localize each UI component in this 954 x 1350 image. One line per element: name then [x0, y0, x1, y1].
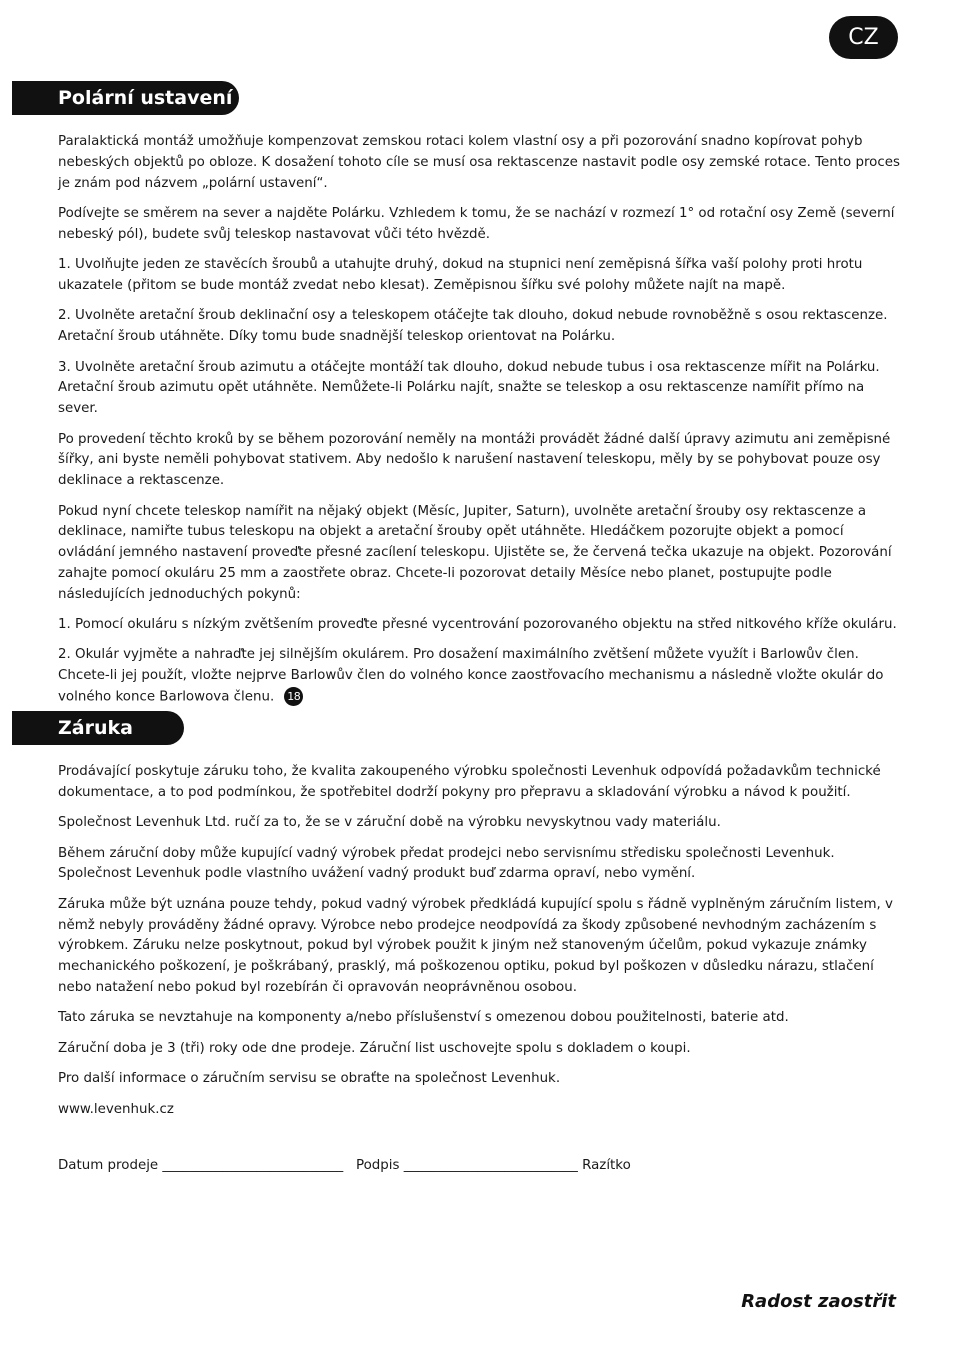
section-title-warranty: Záruka — [12, 711, 184, 745]
paragraph: Paralaktická montáž umožňuje kompenzovat zemskou rotaci kolem vlastní osy a při pozorování snadno kopírovat pohyb nebeských objektů po obloze. K dosažení tohoto cíle se musí osa rektascenze nastavit podle osy zemské rotace. Tento proces je znám pod názvem „polární ustavení“. — [58, 134, 900, 191]
paragraph: Záruka může být uznána pouze tehdy, pokud vadný výrobek předkládá kupující spolu s řádně vyplněným záručním listem, v němž nebyly prováděny žádné opravy. Výrobce nebo prodejce neodpovídá za škody způsobené nevhodným zacházením s výrobkem. Záruku nelze poskytnout, pokud byl výrobek použit k jiným než stanoveným účelům, pokud vykazuje známky mechanického poškození, je poškrábaný, prasklý, má poškozenou optiku, pokud byl poškozen v důsledku nárazu, stlačení nebo natažení nebo pokud byl rozebírán či opravován neoprávněnou osobou. — [58, 896, 893, 995]
warranty-text — [58, 762, 900, 1130]
signature-blank: __________________________ — [403, 1158, 578, 1173]
paragraph: Během záruční doby může kupující vadný výrobek předat prodejci nebo servisnímu středisku společnosti Levenhuk. Společnost Levenhuk podle vlastního uvážení vadný produkt buď zdarma opraví, nebo vymění. — [58, 845, 835, 882]
section-title-polar-alignment: Polární ustavení — [12, 81, 239, 115]
paragraph: Pokud nyní chcete teleskop namířit na nějaký objekt (Měsíc, Jupiter, Saturn), uvolněte aretační šrouby osy rektascenze a deklinace, namiřte tubus teleskopu na objekt a aretační šrouby opět utáhněte. Hledáčkem pozorujte objekt a pomocí ovládání jemného nastavení proveďte přesné zacílení teleskopu. Ujistěte se, že červená tečka ukazuje na objekt. Pozorování zahajte pomocí okuláru 25 mm a zaostřete obraz. Chcete-li pozorovat detaily Měsíce nebo planet, postupujte podle následujících jednoduchých pokynů: — [58, 503, 892, 602]
sale-date-blank: ___________________________ — [162, 1158, 344, 1173]
stamp-label: Razítko — [582, 1158, 631, 1173]
paragraph: 1. Uvolňujte jeden ze stavěcích šroubů a utahujte druhý, dokud na stupnici není zeměpisná šířka vaší polohy proti hrotu ukazatele (přitom se bude montáž zvedat nebo klesat). Zeměpisnou šířku své polohy můžete najít na mapě. — [58, 257, 863, 293]
paragraph: Prodávající poskytuje záruku toho, že kvalita zakoupeného výrobku společnosti Levenhuk odpovídá požadavkům technické dokumentace, a to pod podmínkou, že spotřebitel dodrží pokyny pro přepravu a skladování výrobku a návod k použití. — [58, 764, 881, 800]
website-link[interactable]: www.levenhuk.cz — [58, 1101, 174, 1117]
paragraph: Tato záruka se nevztahuje na komponenty a/nebo příslušenství s omezenou dobou použitelnosti, baterie atd. — [58, 1010, 789, 1026]
figure-reference-badge: 18 — [284, 687, 303, 706]
paragraph: 2. Uvolněte aretační šroub deklinační osy a teleskopem otáčejte tak dlouho, dokud nebude rovnoběžně s osou rektascenze. Aretační šroub utáhněte. Díky tomu bude snadnější teleskop orientovat na Polárku. — [58, 308, 888, 345]
sale-date-label: Datum prodeje — [58, 1158, 159, 1173]
paragraph: Pro další informace o záručním servisu se obraťte na společnost Levenhuk. — [58, 1071, 561, 1087]
footer-slogan: Radost zaostřit — [741, 1291, 896, 1312]
paragraph: Podívejte se směrem na sever a najděte Polárku. Vzhledem k tomu, že se nachází v rozmezí 1° od rotační osy Země (severní nebeský pól), budete svůj teleskop nastavovat vůči této hvězdě. — [58, 205, 895, 242]
signature-line — [58, 1156, 631, 1176]
signature-label: Podpis — [355, 1158, 400, 1173]
paragraph: 3. Uvolněte aretační šroub azimutu a otáčejte montáží tak dlouho, dokud nebude tubus i osa rektascenze mířit na Polárku. Aretační šroub azimutu opět utáhněte. Nemůžete-li Polárku najít, snažte se teleskop a osu rektascenze namířit přímo na sever. — [58, 359, 880, 417]
paragraph-text: 2. Okulár vyjměte a nahraďte jej silnějším okulárem. Pro dosažení maximálního zvětšení můžete využít i Barlowův člen. Chcete-li jej použít, vložte nejprve Barlowův člen do volného konce zaostřovacího mechanismu a následně vložte okulár do volného konce Barlowova členu. — [58, 647, 884, 705]
language-badge: CZ — [829, 16, 898, 59]
paragraph: Záruční doba je 3 (tři) roky ode dne prodeje. Záruční list uschovejte spolu s dokladem o koupi. — [58, 1040, 691, 1056]
paragraph-last — [58, 645, 900, 708]
paragraph: 1. Pomocí okuláru s nízkým zvětšením proveďte přesné vycentrování pozorovaného objektu na střed nitkového kříže okuláru. — [58, 617, 897, 633]
paragraph: Společnost Levenhuk Ltd. ručí za to, že se v záruční době na výrobku nevyskytnou vady materiálu. — [58, 815, 721, 831]
polar-alignment-text — [58, 132, 900, 718]
paragraph: Po provedení těchto kroků by se během pozorování neměly na montáži provádět žádné další úpravy azimutu ani zeměpisné šířky, ani byste neměli pohybovat stativem. Aby nedošlo k narušení nastavení teleskopu, měly by se pohybovat pouze osy deklinace a rektascenze. — [58, 431, 891, 489]
